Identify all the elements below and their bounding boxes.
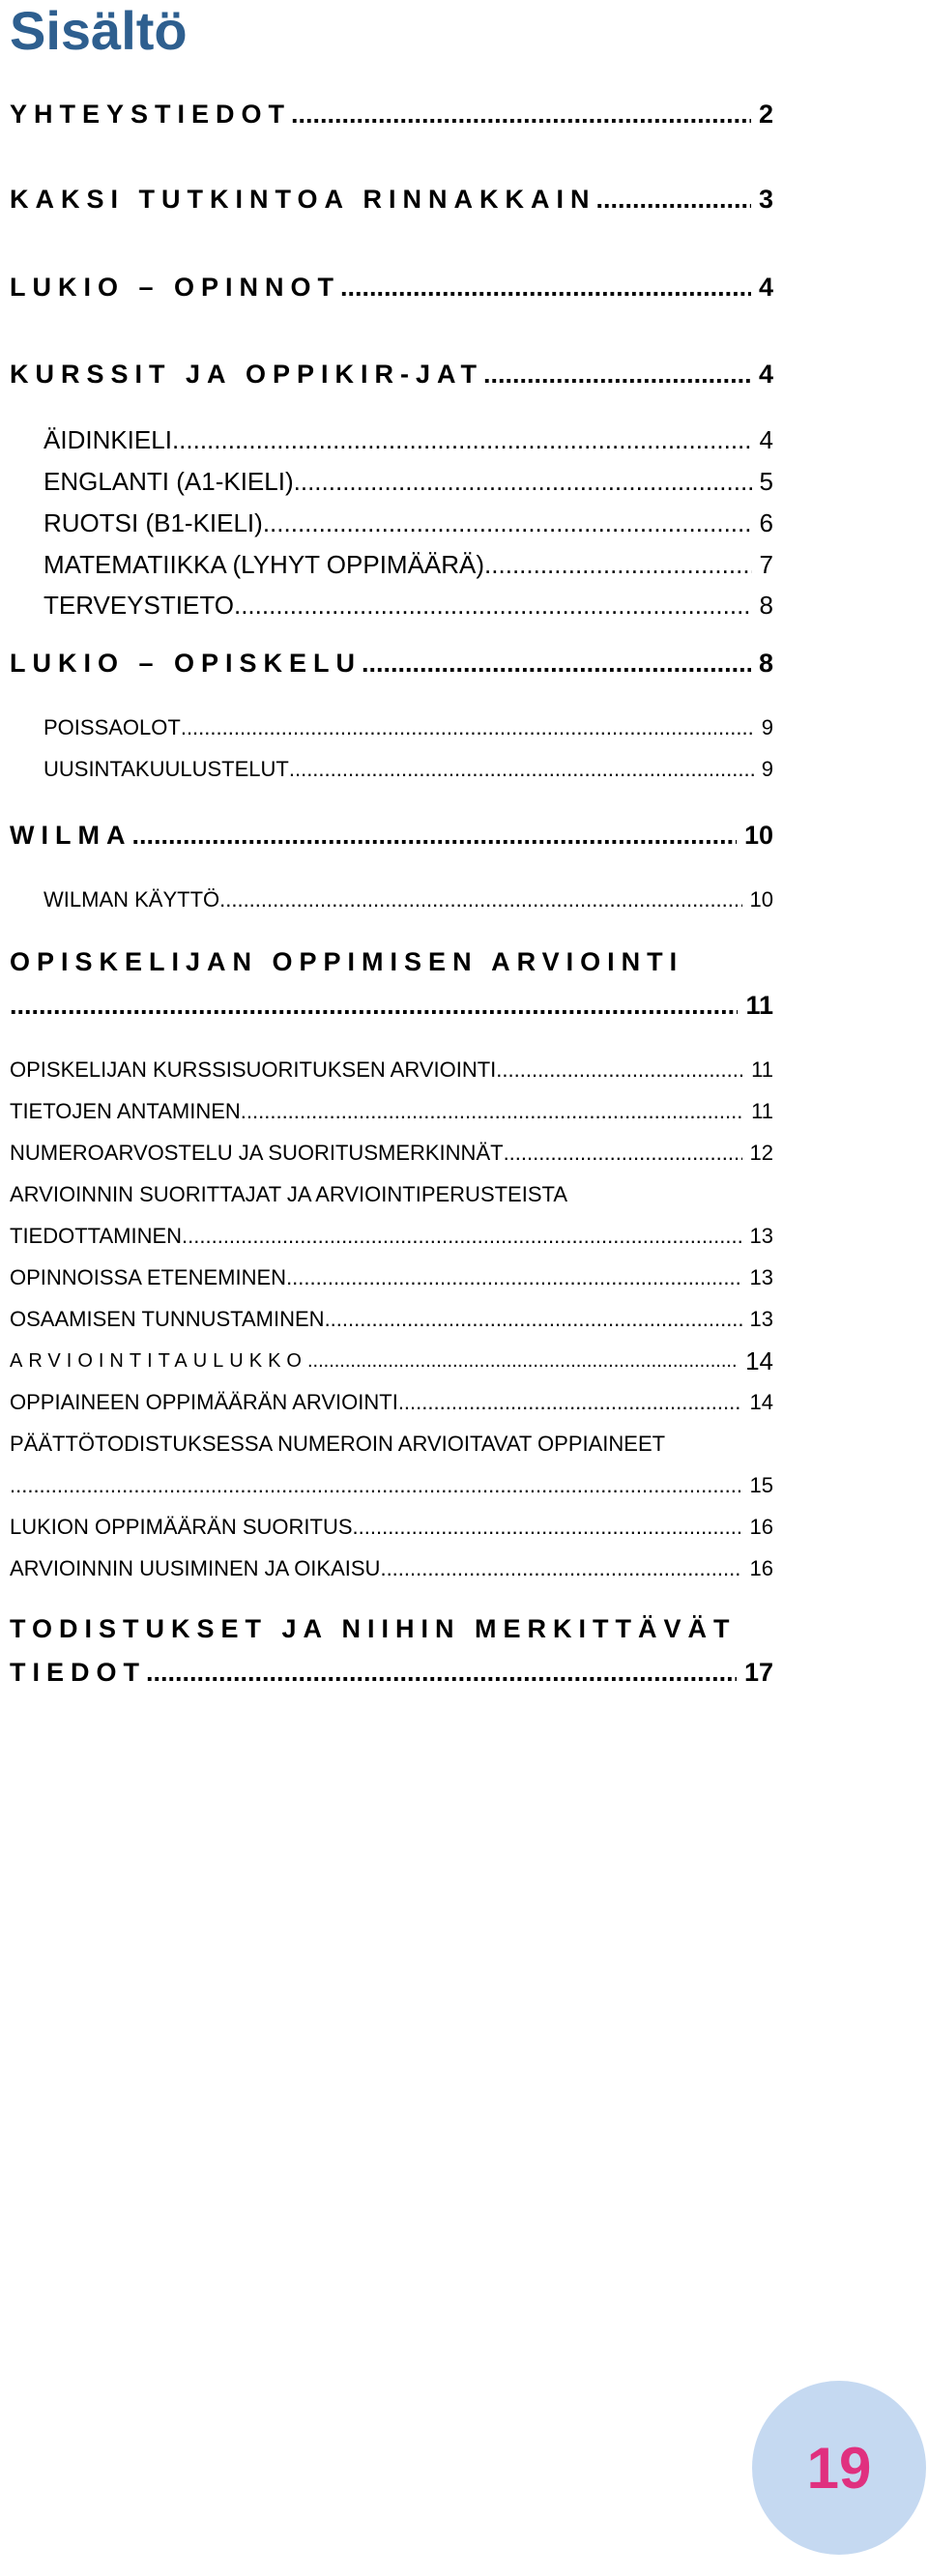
toc-leader (286, 1259, 741, 1297)
toc-entry[interactable] (10, 1466, 773, 1505)
toc-entry-page: 14 (745, 1346, 773, 1375)
toc-leader (219, 881, 741, 919)
toc-entry-page: 3 (758, 185, 773, 214)
toc-entry-label: OPISKELIJAN KURSSISUORITUKSEN ARVIOINTI (10, 1057, 497, 1082)
toc-entry-page: 13 (749, 1307, 773, 1331)
toc-leader (10, 1466, 742, 1505)
toc-entry[interactable] (10, 1217, 773, 1256)
toc-leader (362, 644, 751, 682)
toc-entry-label: TODISTUKSET JA NIIHIN MERKITTÄVÄT (10, 1614, 737, 1643)
toc-entry[interactable] (44, 420, 773, 459)
toc-entry[interactable] (10, 1259, 773, 1297)
toc-entry-page: 2 (758, 100, 773, 129)
toc-entry-label: KAKSI TUTKINTOA RINNAKKAIN (10, 185, 596, 214)
toc-entry-page: 8 (759, 591, 773, 620)
toc-entry[interactable] (44, 709, 773, 747)
toc-entry-page: 9 (761, 757, 773, 781)
toc-entry[interactable] (10, 1342, 773, 1380)
toc-entry[interactable] (10, 1549, 773, 1588)
toc-leader (340, 268, 751, 306)
toc-entry-label: ARVIOINNIN SUORITTAJAT JA ARVIOINTIPERUSTEISTA (10, 1182, 567, 1206)
toc-entry-page: 13 (749, 1224, 773, 1248)
toc-entry-page: 10 (749, 887, 773, 912)
toc-entry-page: 5 (759, 467, 773, 496)
toc-entry-page: 17 (743, 1658, 773, 1687)
toc-entry-page: 14 (749, 1390, 773, 1414)
toc-leader (182, 1217, 741, 1256)
toc-entry-label: NUMEROARVOSTELU JA SUORITUSMERKINNÄT (10, 1141, 504, 1165)
toc-entry-page: 11 (745, 991, 773, 1020)
toc-entry[interactable] (10, 986, 773, 1025)
toc-entry-page: 16 (749, 1515, 773, 1539)
toc-leader (263, 504, 752, 542)
toc-leader (294, 462, 752, 501)
toc-leader (291, 95, 751, 133)
toc-leader (596, 180, 751, 218)
toc-entry-label: ARVIOINNIN UUSIMINEN JA OIKAISU (10, 1556, 381, 1580)
toc-entry-page: 9 (761, 715, 773, 739)
toc-entry-page: 4 (759, 425, 773, 454)
toc-leader (146, 1653, 737, 1692)
toc-entry[interactable] (44, 462, 773, 501)
toc-leader (483, 355, 751, 393)
toc-entry[interactable] (10, 644, 773, 682)
toc-entry-label: LUKIO – OPINNOT (10, 273, 341, 302)
page-number: 19 (806, 2435, 872, 2501)
toc-entry[interactable] (10, 180, 773, 218)
toc-leader (10, 986, 738, 1025)
toc-entry-page: 11 (751, 1099, 773, 1123)
toc-entry-label: ENGLANTI (A1-KIELI) (44, 467, 294, 496)
toc-leader (181, 709, 754, 747)
toc-leader (172, 420, 752, 459)
toc-leader (307, 1342, 738, 1380)
toc-entry-page: 4 (758, 273, 773, 302)
toc-leader (353, 1508, 742, 1547)
toc-entry-page: 10 (743, 821, 773, 850)
toc-leader (496, 1051, 743, 1089)
toc-entry-page: 4 (758, 360, 773, 389)
toc-leader (289, 750, 754, 789)
toc-entry-page: 16 (749, 1556, 773, 1580)
toc-entry-label: TIETOJEN ANTAMINEN (10, 1099, 241, 1123)
toc-entry-label: UUSINTAKUULUSTELUT (44, 757, 289, 781)
toc-entry[interactable] (10, 1134, 773, 1172)
toc-entry[interactable] (44, 504, 773, 542)
toc-entry-label: LUKION OPPIMÄÄRÄN SUORITUS (10, 1515, 353, 1539)
toc-leader (234, 586, 752, 624)
toc-entry[interactable] (10, 1508, 773, 1547)
toc-entry-label: OPPIAINEEN OPPIMÄÄRÄN ARVIOINTI (10, 1390, 398, 1414)
toc-entry-label: OPISKELIJAN OPPIMISEN ARVIOINTI (10, 947, 684, 976)
toc-leader (398, 1383, 742, 1422)
toc-entry-page: 13 (749, 1265, 773, 1289)
toc-entry[interactable] (44, 750, 773, 789)
toc-entry-label: MATEMATIIKKA (LYHYT OPPIMÄÄRÄ) (44, 550, 485, 579)
toc-leader (241, 1092, 743, 1131)
toc-entry[interactable] (10, 95, 773, 133)
toc-entry-label: OSAAMISEN TUNNUSTAMINEN (10, 1307, 325, 1331)
toc-entry[interactable] (10, 1300, 773, 1339)
toc-entry-page: 12 (749, 1141, 773, 1165)
toc-entry-label: ARVIOINTITAULUKKO (10, 1350, 307, 1372)
toc-leader (325, 1300, 742, 1339)
toc-leader (380, 1549, 741, 1588)
toc-entry[interactable] (10, 268, 773, 306)
toc-entry-label-cont: TIEDOTTAMINEN (10, 1224, 183, 1248)
toc-entry-page: 15 (749, 1473, 773, 1497)
toc-entry[interactable] (10, 816, 773, 854)
toc-entry-label-cont: TIEDOT (10, 1658, 146, 1687)
toc-entry-label: LUKIO – OPISKELU (10, 649, 362, 678)
toc-entry-label: WILMAN KÄYTTÖ (44, 887, 220, 912)
toc-entry[interactable] (44, 545, 773, 584)
toc-entry-label: PÄÄTTÖTODISTUKSESSA NUMEROIN ARVIOITAVAT OPPIAINEET (10, 1432, 666, 1456)
toc-entry-label: OPINNOISSA ETENEMINEN (10, 1265, 287, 1289)
toc-entry-label: YHTEYSTIEDOT (10, 100, 292, 129)
toc-entry[interactable] (44, 586, 773, 624)
toc-entry-page: 6 (759, 508, 773, 537)
toc-leader (504, 1134, 742, 1172)
toc-entry-label: TERVEYSTIETO (44, 591, 234, 620)
page-title: Sisältö (10, 0, 188, 61)
toc-leader (131, 816, 736, 854)
toc-entry[interactable] (10, 1653, 773, 1692)
toc-leader (484, 545, 751, 584)
toc-entry-label: RUOTSI (B1-KIELI) (44, 508, 263, 537)
toc-entry[interactable] (44, 881, 773, 919)
toc-entry[interactable] (10, 1383, 773, 1422)
toc-entry[interactable] (10, 355, 773, 393)
toc-entry-label: POISSAOLOT (44, 715, 181, 739)
toc-entry-label: KURSSIT JA OPPIKIR-JAT (10, 360, 484, 389)
toc-entry-page: 8 (758, 649, 773, 678)
toc-entry-label: WILMA (10, 821, 132, 850)
toc-entry[interactable] (10, 1051, 773, 1089)
toc-entry[interactable] (10, 1092, 773, 1131)
toc-entry-label: ÄIDINKIELI (44, 425, 172, 454)
toc-entry-page: 7 (759, 550, 773, 579)
toc-entry-page: 11 (751, 1057, 773, 1082)
page-number-badge (752, 2381, 926, 2555)
